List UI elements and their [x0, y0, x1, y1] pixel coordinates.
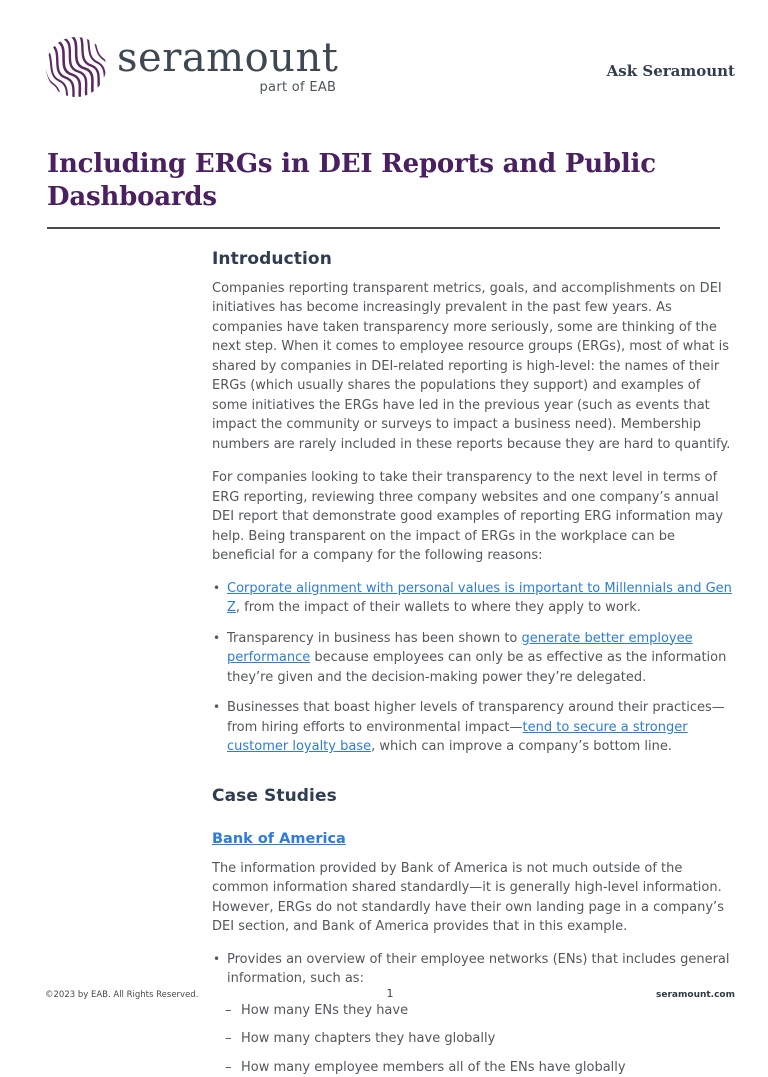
- bank-of-america-link[interactable]: Bank of America: [212, 830, 346, 850]
- inline-link[interactable]: tend to secure a stronger customer loyalty base: [227, 720, 688, 755]
- list-item: [212, 629, 736, 688]
- footer: [45, 987, 735, 1000]
- text-run: Transparency in business has been shown to: [227, 631, 522, 646]
- case-sub-list: [225, 1001, 736, 1077]
- ask-seramount-link[interactable]: Ask Seramount: [607, 62, 735, 80]
- intro-paragraph-1: Companies reporting transparent metrics, goals, and accomplishments on DEI initiatives has become increasingly prevalent in the past few years. As companies have taken transparency more seriously, some are thinking of the next step. When it comes to employee resource groups (ERGs), most of what is shared by companies in DEI-related reporting is high-level: the names of their ERGs (which usually shares the populations they support) and examples of some initiatives the ERGs have led in the previous year (such as events that impact the community or surveys to impact a business need). Membership numbers are rarely included in these reports because they are hard to quantify.: [212, 279, 736, 455]
- case-bullet-list: [212, 950, 736, 989]
- seramount-logo: [45, 36, 338, 98]
- inline-link[interactable]: generate better employee performance: [227, 631, 693, 666]
- list-item: [212, 579, 736, 618]
- header: [0, 0, 768, 98]
- text-run: , which can improve a company’s bottom line.: [371, 739, 672, 754]
- list-item: – How many ENs they have: [225, 1001, 736, 1021]
- text-run: because employees can only be as effective as the information they’re given and the decision-making power they’re delegated.: [227, 650, 726, 685]
- seramount-swirl-icon: [45, 36, 107, 98]
- logo-wordmark: seramount: [117, 36, 338, 80]
- case-paragraph-1: The information provided by Bank of America is not much outside of the common information shared standardly—it is generally high-level information. However, ERGs do not standardly have their own landing page in a company’s DEI section, and Bank of America provides that in this example.: [212, 859, 736, 937]
- inline-link[interactable]: Corporate alignment with personal values is important to Millennials and Gen Z: [227, 581, 732, 616]
- intro-paragraph-2: For companies looking to take their transparency to the next level in terms of ERG reporting, reviewing three company websites and one company’s annual DEI report that demonstrate good examples of reporting ERG information may help. Being transparent on the impact of ERGs in the workplace can be beneficial for a company for the following reasons:: [212, 468, 736, 566]
- page-number: 1: [275, 987, 505, 1000]
- intro-bullet-list: [212, 579, 736, 757]
- title-divider: [47, 227, 720, 229]
- copyright-text: ©2023 by EAB. All Rights Reserved.: [45, 990, 275, 1000]
- content-column: [212, 250, 736, 1077]
- text-run: , from the impact of their wallets to where they apply to work.: [236, 600, 641, 615]
- seramount-site-link[interactable]: seramount.com: [505, 990, 735, 1000]
- list-item: – How many employee members all of the ENs have globally: [225, 1058, 736, 1077]
- list-item: • Provides an overview of their employee networks (ENs) that includes general information, such as:: [212, 950, 736, 989]
- case-studies-heading: Case Studies: [212, 787, 736, 807]
- page-title: Including ERGs in DEI Reports and Public Dashboards: [47, 148, 720, 214]
- logo-text-block: [117, 36, 338, 95]
- list-item: – How many chapters they have globally: [225, 1029, 736, 1049]
- introduction-heading: Introduction: [212, 250, 736, 270]
- list-item: [212, 698, 736, 757]
- logo-subtitle: part of EAB: [260, 80, 337, 95]
- text-run: Businesses that boast higher levels of transparency around their practices—from hiring efforts to environmental impact—: [227, 700, 725, 735]
